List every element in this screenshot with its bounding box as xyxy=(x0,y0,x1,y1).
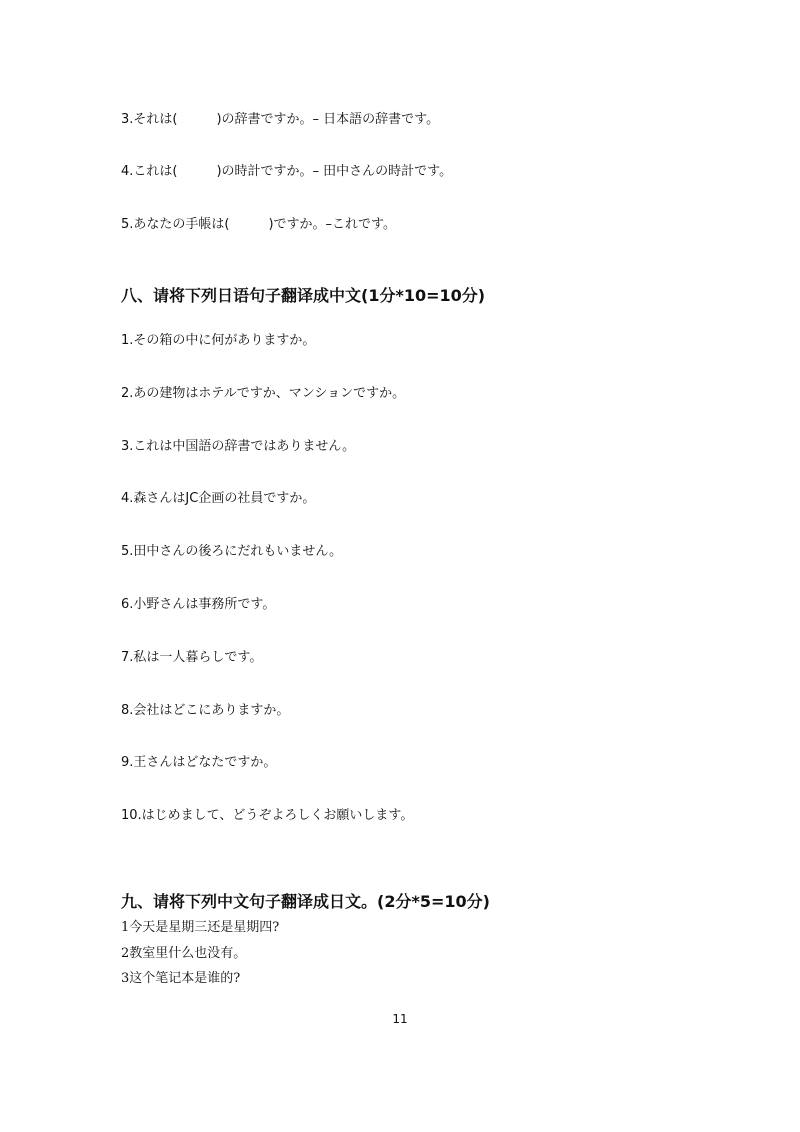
question-item: 4.森さんはJC企画の社員ですか。 xyxy=(121,491,316,506)
question-item: 9.王さんはどなたですか。 xyxy=(121,755,277,770)
section-heading: 八、请将下列日语句子翻译成中文(1分*10=10分) xyxy=(121,286,486,305)
question-item: 4.これは( )の時計ですか。– 田中さんの時計です。 xyxy=(121,164,453,179)
question-item: 3这个笔记本是谁的? xyxy=(121,971,241,986)
page-number: 11 xyxy=(392,1012,408,1026)
question-item: 10.はじめまして、どうぞよろしくお願いします。 xyxy=(121,808,414,823)
question-item: 1.その箱の中に何がありますか。 xyxy=(121,333,316,348)
question-item: 8.会社はどこにありますか。 xyxy=(121,703,290,718)
question-item: 3.これは中国語の辞書ではありません。 xyxy=(121,439,356,454)
question-item: 3.それは( )の辞書ですか。– 日本語の辞書です。 xyxy=(121,112,440,127)
section-heading: 九、请将下列中文句子翻译成日文。(2分*5=10分) xyxy=(121,892,490,911)
question-item: 5.あなたの手帳は( )ですか。–これです。 xyxy=(121,217,397,232)
question-item: 2.あの建物はホテルですか、マンションですか。 xyxy=(121,386,406,401)
question-item: 6.小野さんは事務所です。 xyxy=(121,597,276,612)
question-item: 2教室里什么也没有。 xyxy=(121,946,247,961)
question-item: 1今天是星期三还是星期四? xyxy=(121,920,280,935)
question-item: 7.私は一人暮らしです。 xyxy=(121,650,263,665)
question-item: 5.田中さんの後ろにだれもいません。 xyxy=(121,544,343,559)
